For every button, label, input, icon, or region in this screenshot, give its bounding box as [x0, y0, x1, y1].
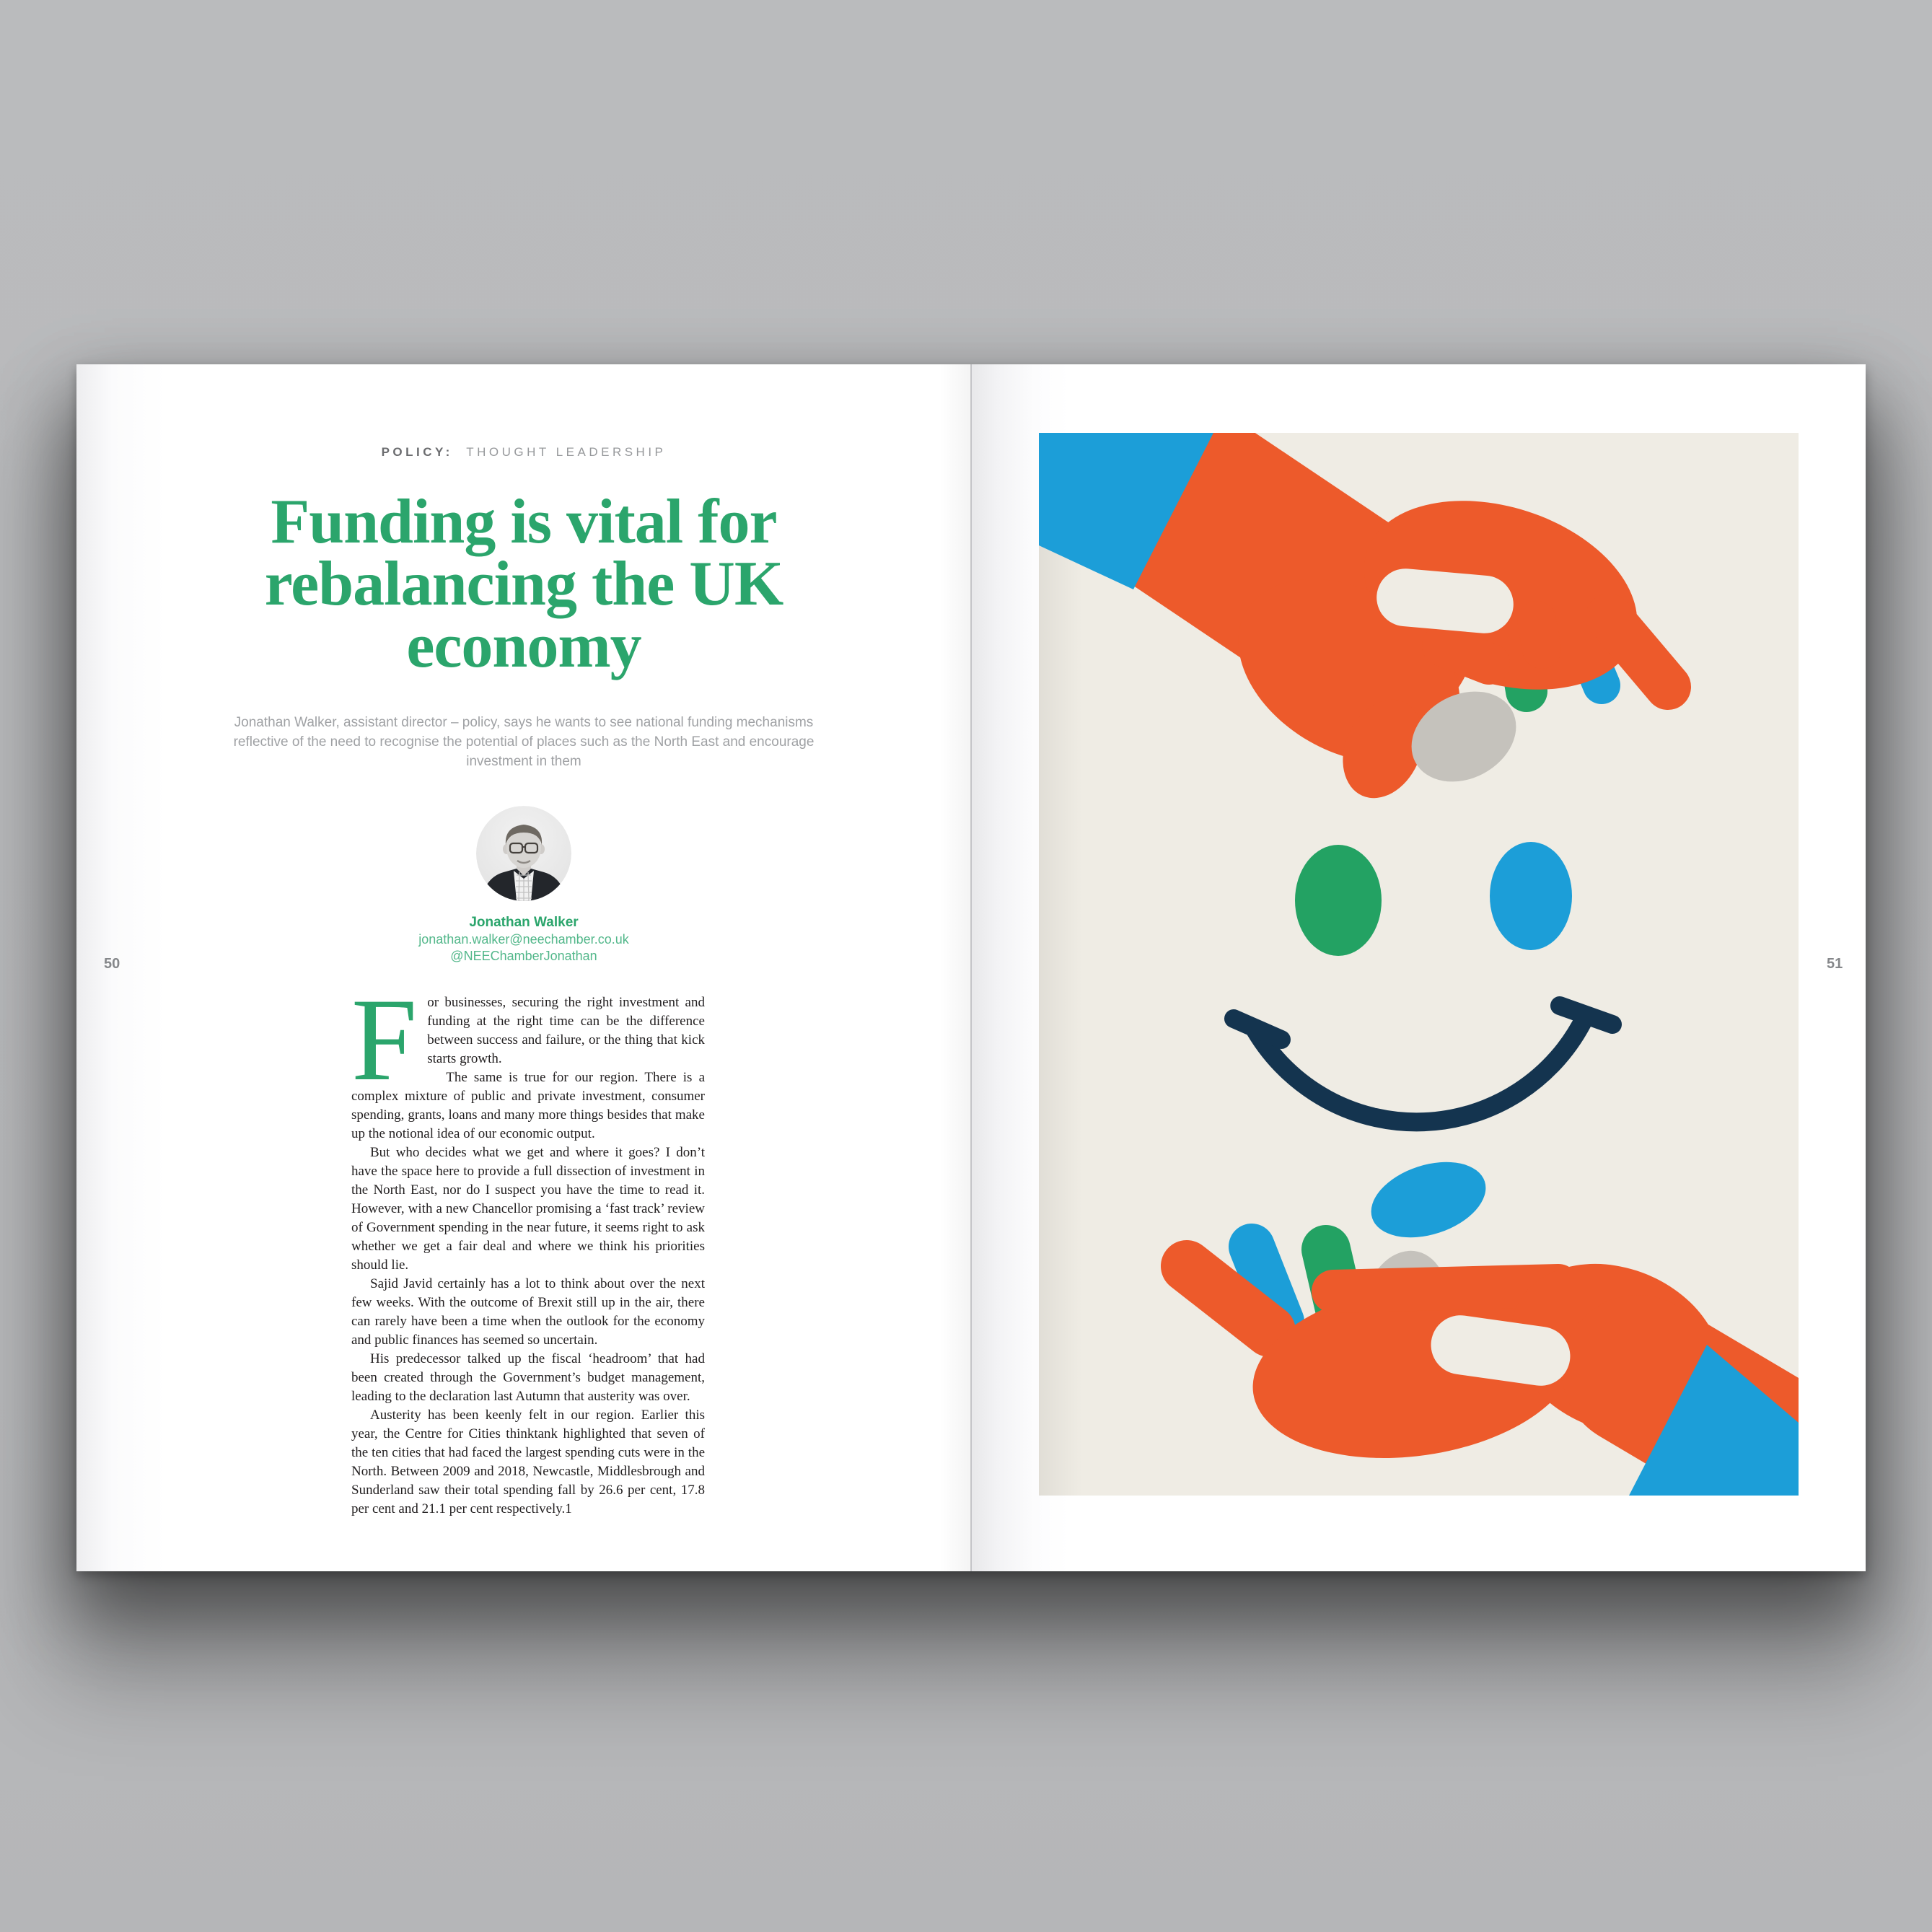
title-line-3: economy	[406, 611, 641, 681]
subsection-label: THOUGHT LEADERSHIP	[466, 445, 667, 459]
hands-coins-illustration-svg	[1039, 433, 1799, 1496]
gutter-fold-line	[970, 364, 972, 1571]
article-body	[351, 975, 705, 1519]
section-label: POLICY:	[381, 445, 453, 459]
body-paragraph-6: Austerity has been keenly felt in our region. Earlier this year, the Centre for Cities thinktank highlighted that seven of the ten cities that had faced the largest spending cuts were in the North. Between 2009 and 2018, Newcastle, Middlesbrough and Sunderland saw their total spending fall by 26.6 per cent, 17.8 per cent and 21.1 per cent respectively.1	[351, 1408, 705, 1516]
body-paragraph-3: But who decides what we get and where it goes? I don’t have the space here to provide a full dissection of investment in the North East, nor do I suspect you have the time to read it. However, with a new Chancellor promising a ‘fast track’ review of Government spending in the near future, it seems right to ask whether we get a fair deal and where we think his priorities should lie.	[351, 1145, 705, 1273]
standfirst-line-3: investment in them	[466, 754, 581, 769]
article-title	[76, 487, 971, 681]
hands-coins-illustration	[1039, 433, 1799, 1496]
title-line-2: rebalancing the UK	[264, 549, 783, 619]
body-paragraph-1: For businesses, securing the right investment and funding at the right time can be the difference between success and failure, or the thing that kick starts growth.	[351, 975, 705, 1105]
author-twitter[interactable]: @NEEChamberJonathan	[450, 948, 597, 963]
author-portrait-image	[476, 806, 571, 901]
gutter-shade-left	[939, 364, 971, 1571]
standfirst	[76, 713, 971, 771]
standfirst-line-2: reflective of the need to recognise the potential of places such as the North East and encourage	[233, 734, 814, 750]
smiley-left-eye	[1295, 845, 1382, 956]
title-line-1: Funding is vital for	[271, 487, 777, 557]
right-page	[971, 364, 1866, 1571]
standfirst-line-1: Jonathan Walker, assistant director – policy, says he wants to see national funding mechanisms	[234, 715, 814, 730]
smiley-right-eye	[1490, 842, 1572, 950]
author-portrait	[476, 806, 571, 901]
section-eyebrow	[76, 445, 971, 460]
body-paragraph-2: The same is true for our region. There is a complex mixture of public and private investment, consumer spending, grants, loans and many more things besides that make up the notional idea of our economic output.	[351, 1070, 705, 1141]
page-number-left: 50	[104, 956, 120, 972]
drop-cap: F	[351, 975, 418, 1105]
body-paragraph-5: His predecessor talked up the fiscal ‘headroom’ that had been created through the Government’s budget management, leading to the declaration last Autumn that austerity was over.	[351, 1351, 705, 1404]
page-number-right: 51	[1827, 956, 1843, 972]
magazine-spread	[76, 364, 1866, 1571]
body-paragraph-4: Sajid Javid certainly has a lot to think about over the next few weeks. With the outcome of Brexit still up in the air, there can rarely have been a time when the outlook for the economy and public finances has seemed so uncertain.	[351, 1276, 705, 1348]
author-block	[76, 914, 971, 964]
author-email[interactable]: jonathan.walker@neechamber.co.uk	[418, 932, 629, 947]
left-page	[76, 364, 971, 1571]
author-name: Jonathan Walker	[469, 915, 579, 930]
